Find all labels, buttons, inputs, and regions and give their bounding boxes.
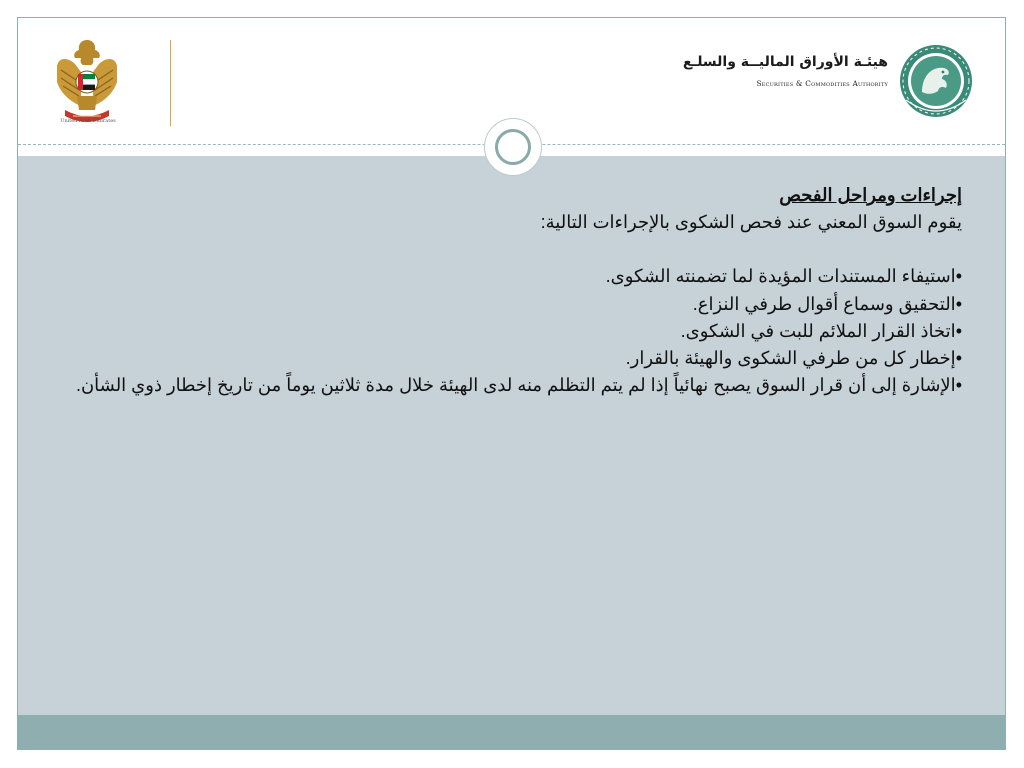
header-divider bbox=[170, 40, 171, 126]
ring-inner bbox=[495, 129, 531, 165]
uae-label: United Arab Emirates bbox=[60, 118, 116, 124]
bullet-text: استيفاء المستندات المؤيدة لما تضمنته الشكوى. bbox=[605, 266, 956, 287]
bullet-text: التحقيق وسماع أقوال طرفي النزاع. bbox=[692, 293, 956, 314]
intro-text: يقوم السوق المعني عند فحص الشكوى بالإجراءات التالية: bbox=[540, 212, 962, 233]
authority-name-arabic: هيئـة الأوراق الماليــة والسلـع bbox=[682, 54, 888, 70]
bullet-item bbox=[70, 345, 962, 372]
sca-logo-icon bbox=[892, 42, 980, 120]
bullet-text: الإشارة إلى أن قرار السوق يصبح نهائياً إذا لم يتم التظلم منه لدى الهيئة خلال مدة ثلاثين يوماً من تاريخ إخطار ذوي الشأن. bbox=[75, 375, 956, 396]
authority-name-english: Securities & Commodities Authority bbox=[756, 79, 888, 88]
bullet-item bbox=[70, 372, 962, 399]
slide-body bbox=[70, 182, 962, 399]
section-title: إجراءات ومراحل الفحص bbox=[779, 185, 962, 205]
bullet-text: اتخاذ القرار الملائم للبت في الشكوى. bbox=[680, 320, 956, 341]
footer-band bbox=[18, 715, 1005, 749]
bullet-item bbox=[70, 291, 962, 318]
bullet-text: إخطار كل من طرفي الشكوى والهيئة بالقرار. bbox=[625, 348, 956, 369]
divider-ring-icon bbox=[484, 118, 542, 176]
bullet-item bbox=[70, 318, 962, 345]
uae-falcon-emblem-icon bbox=[51, 36, 123, 130]
spacer bbox=[70, 236, 962, 263]
bullet-item bbox=[70, 263, 962, 290]
